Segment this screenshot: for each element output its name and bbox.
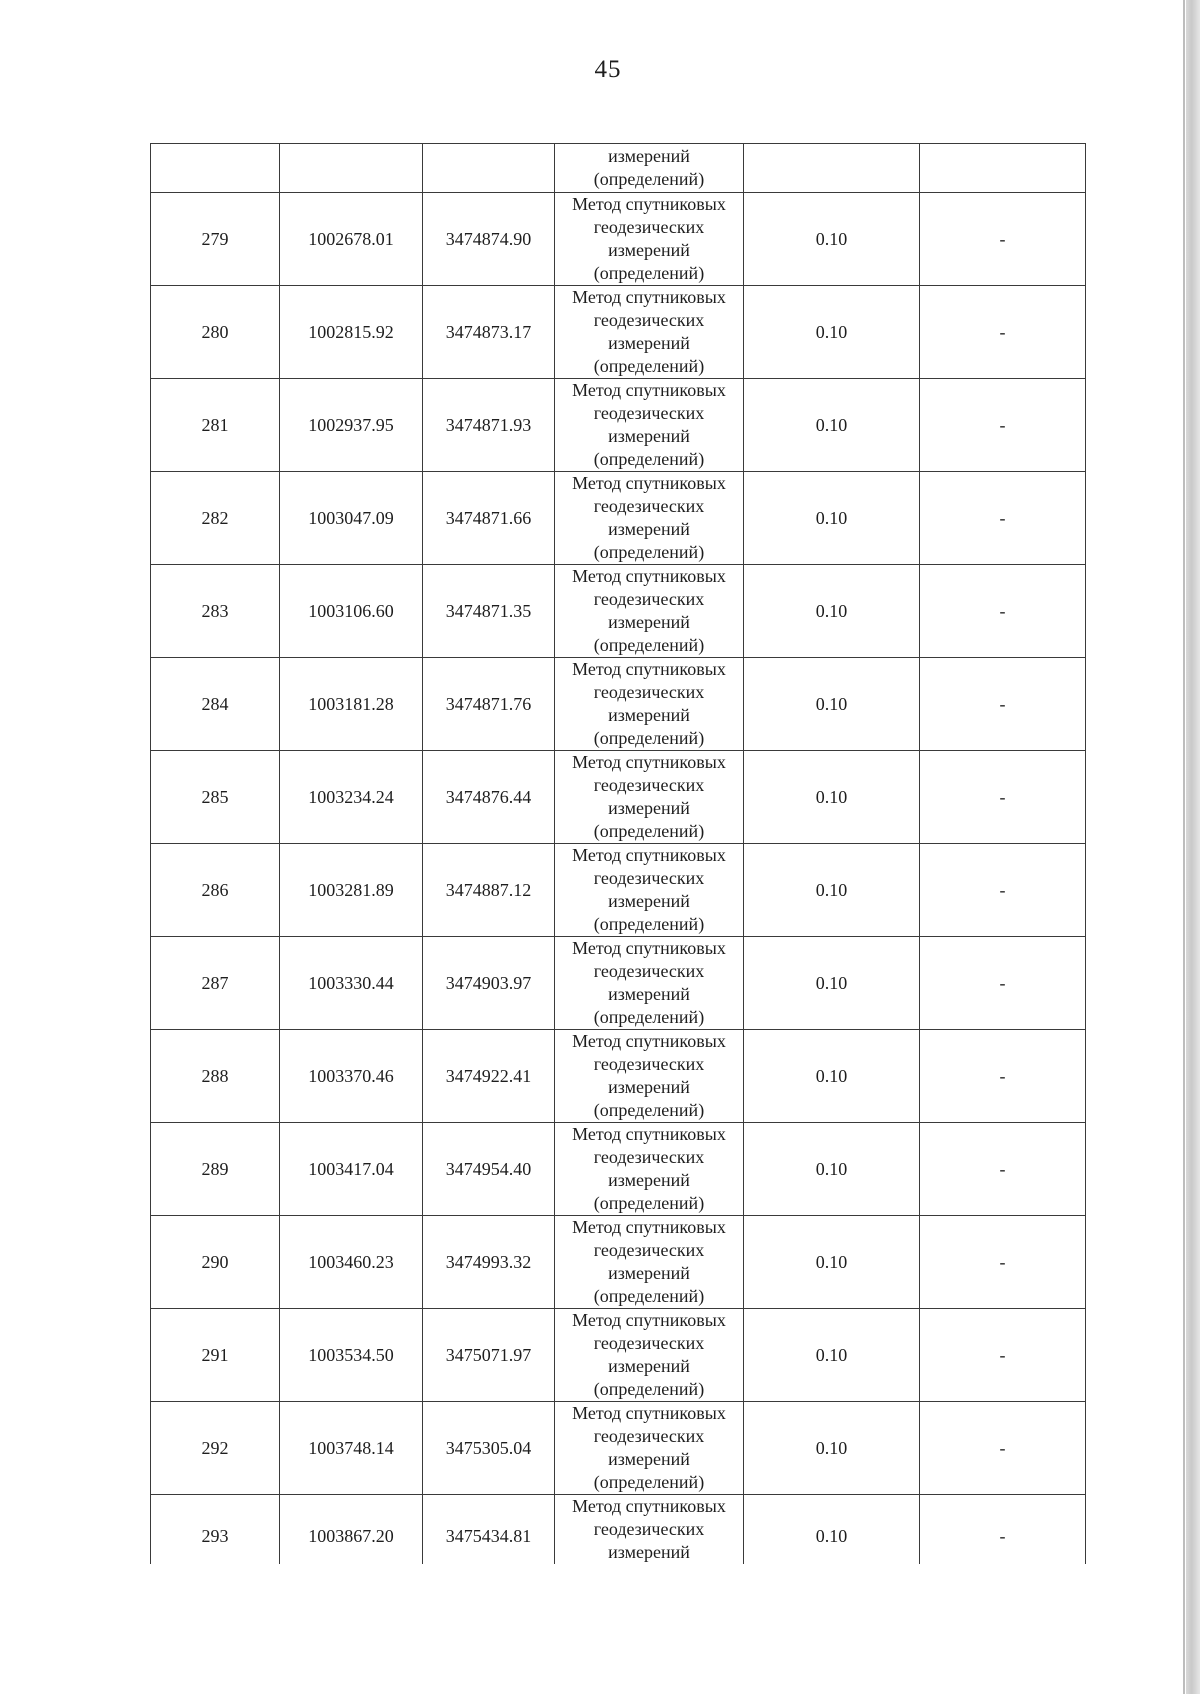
method-line: (определений) bbox=[593, 263, 705, 283]
cell-y: 3474871.35 bbox=[423, 565, 555, 658]
cell-num: 285 bbox=[151, 751, 280, 844]
table-row bbox=[151, 472, 1086, 565]
cell-y: 3474871.93 bbox=[423, 379, 555, 472]
cell-accuracy: 0.10 bbox=[744, 193, 920, 286]
cell-x: 1003867.20 bbox=[280, 1495, 423, 1565]
method-line: (определений) bbox=[593, 1100, 705, 1120]
cell-x: 1002815.92 bbox=[280, 286, 423, 379]
method-line: измерений bbox=[608, 1356, 690, 1376]
method-line: измерений bbox=[608, 1170, 690, 1190]
cell-x: 1003460.23 bbox=[280, 1216, 423, 1309]
table-row bbox=[151, 658, 1086, 751]
cell-accuracy: 0.10 bbox=[744, 379, 920, 472]
scan-border bbox=[1186, 0, 1200, 1694]
cell-y: 3474873.17 bbox=[423, 286, 555, 379]
table-row-continuation bbox=[151, 144, 1086, 193]
cell-method bbox=[555, 1309, 744, 1402]
cell-note: - bbox=[920, 565, 1086, 658]
method-line: геодезических bbox=[593, 1519, 705, 1539]
method-line: (определений) bbox=[593, 356, 705, 376]
method-line: Метод спутниковых bbox=[572, 194, 726, 214]
cell-accuracy: 0.10 bbox=[744, 1402, 920, 1495]
method-line: измерений bbox=[608, 1449, 690, 1469]
cell-accuracy: 0.10 bbox=[744, 565, 920, 658]
table-row bbox=[151, 193, 1086, 286]
cell-num: 283 bbox=[151, 565, 280, 658]
cell-note: - bbox=[920, 1495, 1086, 1565]
method-line: Метод спутниковых bbox=[572, 566, 726, 586]
cell-y: 3474871.76 bbox=[423, 658, 555, 751]
cell-num: 280 bbox=[151, 286, 280, 379]
cell-note: - bbox=[920, 1123, 1086, 1216]
method-line: геодезических bbox=[593, 589, 705, 609]
method-line: измерений bbox=[608, 1077, 690, 1097]
method-line: (определений) bbox=[593, 1286, 705, 1306]
method-line: Метод спутниковых bbox=[572, 1403, 726, 1423]
cell-x: 1003330.44 bbox=[280, 937, 423, 1030]
cell-y: 3474922.41 bbox=[423, 1030, 555, 1123]
coordinates-table-body bbox=[151, 144, 1086, 1565]
table-row bbox=[151, 844, 1086, 937]
method-line: измерений bbox=[608, 984, 690, 1004]
method-line: геодезических bbox=[593, 961, 705, 981]
cell-num: 282 bbox=[151, 472, 280, 565]
method-line: (определений) bbox=[593, 635, 705, 655]
method-line: Метод спутниковых bbox=[572, 1031, 726, 1051]
cell-y: 3475071.97 bbox=[423, 1309, 555, 1402]
table-row bbox=[151, 565, 1086, 658]
cell-note: - bbox=[920, 751, 1086, 844]
cell-accuracy: 0.10 bbox=[744, 1030, 920, 1123]
page-number: 45 bbox=[594, 56, 622, 83]
method-line: геодезических bbox=[593, 217, 705, 237]
table-row bbox=[151, 1216, 1086, 1309]
method-line: Метод спутниковых bbox=[572, 1310, 726, 1330]
table-row bbox=[151, 1123, 1086, 1216]
method-line: (определений) bbox=[593, 914, 705, 934]
cell-method bbox=[555, 379, 744, 472]
method-line: геодезических bbox=[593, 1240, 705, 1260]
cell-accuracy: 0.10 bbox=[744, 1123, 920, 1216]
method-line: Метод спутниковых bbox=[572, 752, 726, 772]
cell-y: 3474871.66 bbox=[423, 472, 555, 565]
method-line: (определений) bbox=[593, 169, 705, 189]
method-line: измерений bbox=[608, 612, 690, 632]
cell-method bbox=[555, 844, 744, 937]
method-line: измерений bbox=[608, 705, 690, 725]
cell-method bbox=[555, 1495, 744, 1565]
cell-method bbox=[555, 286, 744, 379]
method-line: (определений) bbox=[593, 1379, 705, 1399]
cell-note: - bbox=[920, 286, 1086, 379]
method-line: (определений) bbox=[593, 542, 705, 562]
cell-accuracy: 0.10 bbox=[744, 1309, 920, 1402]
method-line: геодезических bbox=[593, 682, 705, 702]
method-line: Метод спутниковых bbox=[572, 938, 726, 958]
cell-x: 1003106.60 bbox=[280, 565, 423, 658]
method-line: Метод спутниковых bbox=[572, 659, 726, 679]
method-line: измерений bbox=[608, 891, 690, 911]
cell-num: 291 bbox=[151, 1309, 280, 1402]
method-line: измерений bbox=[608, 798, 690, 818]
cell-note: - bbox=[920, 1030, 1086, 1123]
method-line: геодезических bbox=[593, 1426, 705, 1446]
method-line: Метод спутниковых bbox=[572, 380, 726, 400]
method-line: геодезических bbox=[593, 1333, 705, 1353]
table-row bbox=[151, 286, 1086, 379]
cell-note: - bbox=[920, 658, 1086, 751]
cell-accuracy: 0.10 bbox=[744, 937, 920, 1030]
cell-accuracy: 0.10 bbox=[744, 658, 920, 751]
cell-y: 3474903.97 bbox=[423, 937, 555, 1030]
cell-note: - bbox=[920, 193, 1086, 286]
method-line: измерений bbox=[608, 1542, 690, 1562]
cell-x: 1003370.46 bbox=[280, 1030, 423, 1123]
table-row bbox=[151, 379, 1086, 472]
method-line: Метод спутниковых bbox=[572, 287, 726, 307]
cell-x: 1003281.89 bbox=[280, 844, 423, 937]
cell-num: 290 bbox=[151, 1216, 280, 1309]
table-row bbox=[151, 937, 1086, 1030]
page-edge-shadow bbox=[1183, 0, 1185, 1694]
method-line: геодезических bbox=[593, 310, 705, 330]
cell-y: 3474887.12 bbox=[423, 844, 555, 937]
cell-y: 3475305.04 bbox=[423, 1402, 555, 1495]
method-line: измерений bbox=[608, 1263, 690, 1283]
method-line: Метод спутниковых bbox=[572, 473, 726, 493]
method-line: (определений) bbox=[593, 449, 705, 469]
method-line: (определений) bbox=[593, 821, 705, 841]
cell-accuracy: 0.10 bbox=[744, 751, 920, 844]
method-line: измерений bbox=[608, 240, 690, 260]
table-row bbox=[151, 1402, 1086, 1495]
cell-method bbox=[555, 1123, 744, 1216]
table-row bbox=[151, 1309, 1086, 1402]
cell-y: 3474874.90 bbox=[423, 193, 555, 286]
method-line: (определений) bbox=[593, 1193, 705, 1213]
method-line: измерений bbox=[608, 333, 690, 353]
method-line: геодезических bbox=[593, 496, 705, 516]
method-line: Метод спутниковых bbox=[572, 845, 726, 865]
cell-method bbox=[555, 472, 744, 565]
coordinates-table bbox=[150, 143, 1086, 1564]
cell-num: 289 bbox=[151, 1123, 280, 1216]
method-line: измерений bbox=[608, 519, 690, 539]
cell-method bbox=[555, 193, 744, 286]
method-line: измерений bbox=[608, 146, 690, 166]
cell-accuracy bbox=[744, 144, 920, 193]
cell-x: 1003234.24 bbox=[280, 751, 423, 844]
cell-x bbox=[280, 144, 423, 193]
cell-y: 3474954.40 bbox=[423, 1123, 555, 1216]
cell-num: 284 bbox=[151, 658, 280, 751]
cell-accuracy: 0.10 bbox=[744, 844, 920, 937]
cell-x: 1003047.09 bbox=[280, 472, 423, 565]
cell-note: - bbox=[920, 1402, 1086, 1495]
cell-note bbox=[920, 144, 1086, 193]
cell-y: 3474876.44 bbox=[423, 751, 555, 844]
cell-note: - bbox=[920, 472, 1086, 565]
cell-num: 286 bbox=[151, 844, 280, 937]
cell-method bbox=[555, 144, 744, 193]
method-line: (определений) bbox=[593, 728, 705, 748]
method-line: измерений bbox=[608, 426, 690, 446]
cell-num: 292 bbox=[151, 1402, 280, 1495]
cell-x: 1003181.28 bbox=[280, 658, 423, 751]
cell-x: 1003534.50 bbox=[280, 1309, 423, 1402]
cell-method bbox=[555, 658, 744, 751]
cell-x: 1002937.95 bbox=[280, 379, 423, 472]
cell-y bbox=[423, 144, 555, 193]
method-line: геодезических bbox=[593, 775, 705, 795]
cell-note: - bbox=[920, 937, 1086, 1030]
cell-method bbox=[555, 751, 744, 844]
cell-method bbox=[555, 1402, 744, 1495]
cell-note: - bbox=[920, 1309, 1086, 1402]
cell-accuracy: 0.10 bbox=[744, 472, 920, 565]
table-row bbox=[151, 1495, 1086, 1565]
method-line: геодезических bbox=[593, 403, 705, 423]
cell-y: 3474993.32 bbox=[423, 1216, 555, 1309]
cell-x: 1003417.04 bbox=[280, 1123, 423, 1216]
cell-note: - bbox=[920, 844, 1086, 937]
table-row bbox=[151, 751, 1086, 844]
cell-accuracy: 0.10 bbox=[744, 1216, 920, 1309]
cell-x: 1003748.14 bbox=[280, 1402, 423, 1495]
cell-accuracy: 0.10 bbox=[744, 286, 920, 379]
method-line: Метод спутниковых bbox=[572, 1217, 726, 1237]
method-line: геодезических bbox=[593, 868, 705, 888]
cell-method bbox=[555, 937, 744, 1030]
table-row bbox=[151, 1030, 1086, 1123]
cell-method bbox=[555, 565, 744, 658]
method-line: (определений) bbox=[593, 1007, 705, 1027]
method-line: (определений) bbox=[593, 1472, 705, 1492]
cell-x: 1002678.01 bbox=[280, 193, 423, 286]
cell-num: 288 bbox=[151, 1030, 280, 1123]
cell-num bbox=[151, 144, 280, 193]
method-line: геодезических bbox=[593, 1054, 705, 1074]
cell-y: 3475434.81 bbox=[423, 1495, 555, 1565]
cell-num: 279 bbox=[151, 193, 280, 286]
cell-accuracy: 0.10 bbox=[744, 1495, 920, 1565]
cell-num: 281 bbox=[151, 379, 280, 472]
cell-method bbox=[555, 1216, 744, 1309]
cell-num: 287 bbox=[151, 937, 280, 1030]
method-line: Метод спутниковых bbox=[572, 1124, 726, 1144]
cell-method bbox=[555, 1030, 744, 1123]
cell-note: - bbox=[920, 1216, 1086, 1309]
method-line: Метод спутниковых bbox=[572, 1496, 726, 1516]
cell-num: 293 bbox=[151, 1495, 280, 1565]
method-line: геодезических bbox=[593, 1147, 705, 1167]
cell-note: - bbox=[920, 379, 1086, 472]
